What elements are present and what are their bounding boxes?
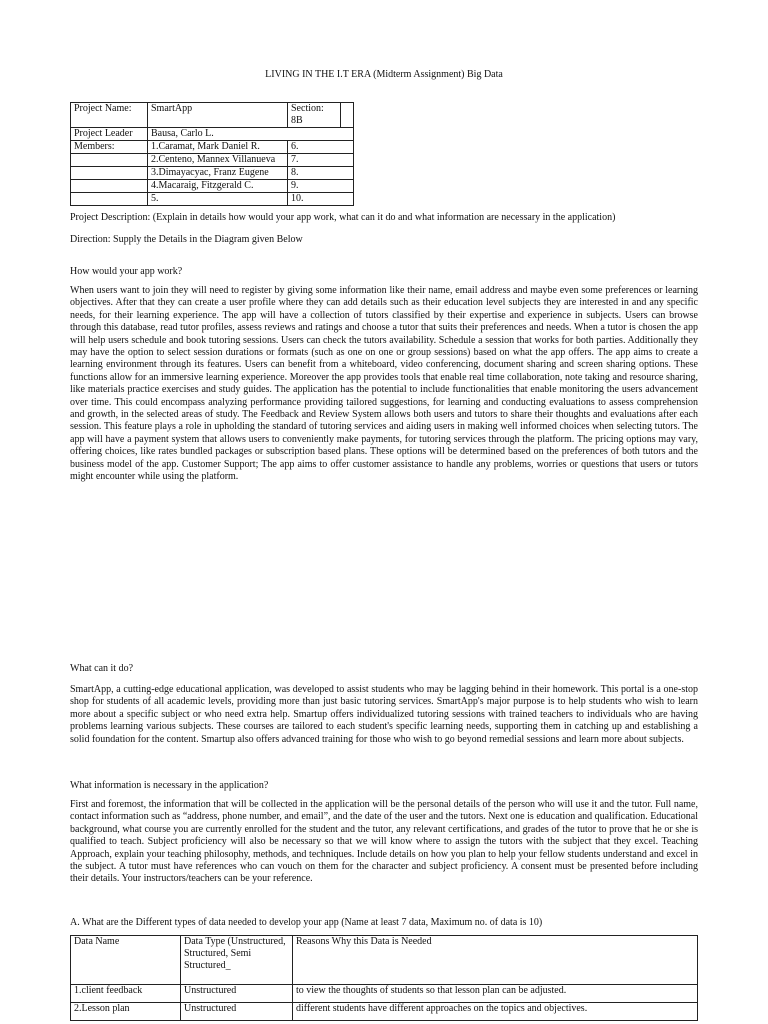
member-cell: 3.Dimayacyac, Franz Eugene xyxy=(148,167,288,180)
table-row xyxy=(71,167,354,180)
empty-cell xyxy=(71,154,148,167)
table-row xyxy=(71,180,354,193)
empty-cell xyxy=(71,167,148,180)
question-heading-what-can-it-do: What can it do? xyxy=(70,663,134,674)
reason-cell: to view the thoughts of students so that lesson plan can be adjusted. xyxy=(293,985,698,1003)
section-cell: Section: 8B xyxy=(288,103,341,128)
question-heading-necessary-info: What information is necessary in the application? xyxy=(70,780,269,791)
project-name-label: Project Name: xyxy=(71,103,148,128)
section-a-heading: A. What are the Different types of data needed to develop your app (Name at least 7 data, Maximum no. of data is 10) xyxy=(70,917,543,928)
member-cell: 1.Caramat, Mark Daniel R. xyxy=(148,141,288,154)
document-title: LIVING IN THE I.T ERA (Midterm Assignment) Big Data xyxy=(265,69,503,80)
answer-necessary-info: First and foremost, the information that will be collected in the application will be the personal details of the person who will use it and the tutor. Full name, contact information such as “address, phone number, and email”, and the date of the user and the tutors. Next one is education and qualification. Educational background, what course you are currently enrolled for the student and the tutor, any relevant certifications, and grades of the tutor to prove that he or she is qualified to teach. Subject proficiency will also be necessary so that we will know where to assign the tutors with the subject that they excel. Teaching Approach, explain your teaching philosophy, methods, and techniques. Include details on how you plan to help your fellow students understand and excel in the subject. A tutor must have references who can vouch on them for the character and subject proficiency. A consent must be presented before including their details. Your instructors/teachers can be your reference. xyxy=(70,799,698,885)
data-name-cell: 1.client feedback xyxy=(71,985,181,1003)
data-type-cell: Unstructured xyxy=(181,1003,293,1021)
project-leader-value: Bausa, Carlo L. xyxy=(148,128,354,141)
member-number-cell: 7. xyxy=(288,154,354,167)
data-type-cell: Unstructured xyxy=(181,985,293,1003)
question-heading-how-it-works: How would your app work? xyxy=(70,266,183,277)
member-number-cell: 10. xyxy=(288,193,354,206)
empty-cell xyxy=(71,180,148,193)
members-label: Members: xyxy=(71,141,148,154)
project-name-value: SmartApp xyxy=(148,103,288,128)
project-leader-label: Project Leader xyxy=(71,128,148,141)
answer-how-it-works: When users want to join they will need to register by giving some information like their name, email address and maybe even some preferences or learning objectives. After that they can create a user profile where they can add details such as their education level subjects they are interested in and any specific needs, for their learning experience. The app will have a collection of tutors classified by their expertise and experience in subjects. Users can browse through this database, read tutor profiles, assess reviews and ratings and choose a tutor that suits their preferences and needs. When a tutor is chosen the app will help users schedule and book tutoring sessions. Users can check the tutors availability. Schedule a session that works for both parties. Additionally they may have the option to select session durations or formats (such as one on one or group sessions) based on what the app offers. The app aims to create a learning environment through its features. Users can benefit from a whiteboard, video conferencing, document sharing and screen sharing options. These functions allow for an immersive learning experience. Moreover the app provides tools that enable real time collaboration, note taking and resource sharing, like materials practice exercises and study guides. The application has the potential to include functionalities that enable monitoring the users advancement over time. This could encompass analyzing performance providing tailored suggestions, for learning and conducting evaluations to assess comprehension and growth, in the selected areas of study. The Feedback and Review System allows both users and tutors to share their thoughts and evaluations after each session. This feature plays a role in upholding the standard of tutoring services and aiding users in making well informed choices when selecting tutors. The app will have a payment system that allows users to conveniently make payments, for tutoring services through the platform. The pricing options may vary, offering choices, like rates bundled packages or subscription based plans. These options will be determined based on the preferences of both tutors and the business model of the app. Customer Support; The app aims to offer customer assistance to handle any problems, worries or questions that users or tutors might encounter while using the platform. xyxy=(70,285,698,483)
member-cell: 5. xyxy=(148,193,288,206)
section-extra-cell xyxy=(341,103,354,128)
empty-cell xyxy=(71,193,148,206)
header-data-type: Data Type (Unstructured, Structured, Semi Structured_ xyxy=(181,936,293,985)
data-types-table xyxy=(70,935,698,1021)
member-cell: 4.Macaraig, Fitzgerald C. xyxy=(148,180,288,193)
header-data-name: Data Name xyxy=(71,936,181,985)
header-reasons: Reasons Why this Data is Needed xyxy=(293,936,698,985)
data-name-cell: 2.Lesson plan xyxy=(71,1003,181,1021)
table-row xyxy=(71,193,354,206)
answer-what-can-it-do: SmartApp, a cutting-edge educational application, was developed to assist students who may be lagging behind in their homework. This portal is a one-stop shop for students of all academic levels, providing more than just basic tutoring services. SmartApp's major purpose is to help students who wish to learn more about a specific subject or who need extra help. Smartup offers individualized tutoring sessions with trained teachers to individuals who are having problems learning various subjects. These courses are tailored to each student's specific learning needs, supporting them in catching up and establishing a solid foundation for the content. Smartup also offers advanced training for those who wish to go beyond remedial sessions and learn more about subjects. xyxy=(70,684,698,745)
member-number-cell: 9. xyxy=(288,180,354,193)
member-number-cell: 8. xyxy=(288,167,354,180)
table-row xyxy=(71,103,354,128)
project-description: Project Description: (Explain in details how would your app work, what can it do and what information are necessary in the application) xyxy=(70,212,616,223)
table-row xyxy=(71,985,698,1003)
project-info-table xyxy=(70,102,354,206)
member-cell: 2.Centeno, Mannex Villanueva xyxy=(148,154,288,167)
table-row xyxy=(71,154,354,167)
direction-text: Direction: Supply the Details in the Diagram given Below xyxy=(70,234,303,245)
reason-cell: different students have different approaches on the topics and objectives. xyxy=(293,1003,698,1021)
member-number-cell: 6. xyxy=(288,141,354,154)
table-row xyxy=(71,141,354,154)
table-row xyxy=(71,128,354,141)
table-row xyxy=(71,1003,698,1021)
table-header-row xyxy=(71,936,698,985)
